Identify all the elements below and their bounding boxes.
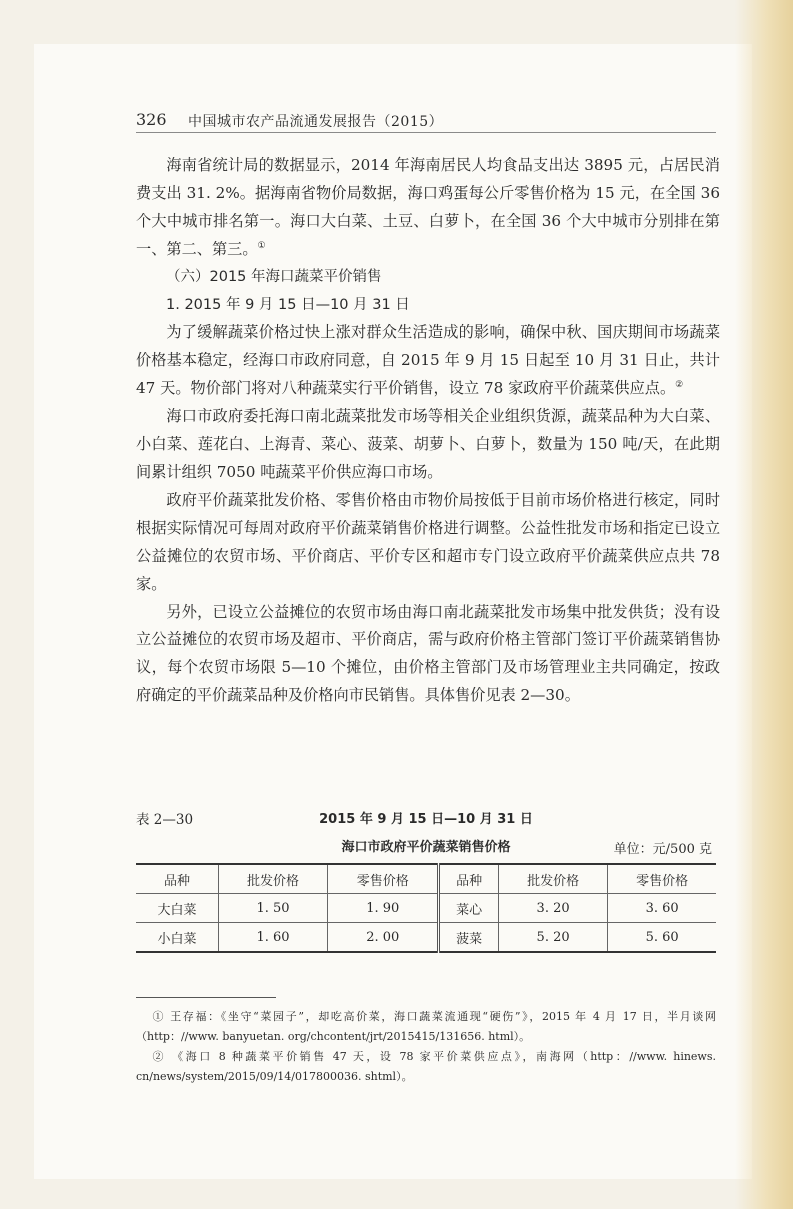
paragraph: 为了缓解蔬菜价格过快上涨对群众生活造成的影响，确保中秋、国庆期间市场蔬菜价格基本稳定，经海口市政府同意，自 2015 年 9 月 15 日起至 10 月 31 日止，共计 47 天。物价部门将对八种蔬菜实行平价销售，设立 78 家政府平价蔬菜供应点。②	[136, 323, 720, 398]
table-cell: 小白菜	[136, 923, 218, 953]
column-header: 零售价格	[328, 864, 439, 894]
table-number: 表 2—30	[136, 812, 194, 828]
table-cell: 1. 50	[218, 894, 327, 923]
subsection-heading: 1. 2015 年 9 月 15 日—10 月 31 日	[166, 296, 410, 313]
table-cell: 大白菜	[136, 894, 218, 923]
paragraph: 海口市政府委托海口南北蔬菜批发市场等相关企业组织货源，蔬菜品种为大白菜、小白菜、莲花白、上海青、菜心、菠菜、胡萝卜、白萝卜，数量为 150 吨/天，在此期间累计组织 7050 吨蔬菜平价供应海口市场。	[136, 407, 720, 481]
table-cell: 2. 00	[328, 923, 439, 953]
table-cell: 3. 20	[498, 894, 607, 923]
table-cell: 1. 60	[218, 923, 327, 953]
column-header: 批发价格	[498, 864, 607, 894]
footnotes	[136, 1007, 716, 1087]
column-header: 批发价格	[218, 864, 327, 894]
page-number: 326	[136, 110, 167, 129]
table-unit: 单位：元/500 克	[613, 842, 712, 857]
footnote-1: ① 王存福：《坐守“菜园子”，却吃高价菜，海口蔬菜流通现“硬伤”》，2015 年 4 月 17 日，半月谈网（http：//www. banyuetan. org/chcontent/jrt/2015415/131656. html）。	[136, 1010, 716, 1043]
table-header-row	[136, 864, 716, 894]
footnote-ref[interactable]: ①	[257, 240, 266, 251]
table-cell: 菜心	[439, 894, 499, 923]
table-row	[136, 923, 716, 953]
page-binding-shadow	[735, 0, 793, 1209]
paragraph: 海南省统计局的数据显示，2014 年海南居民人均食品支出达 3895 元，占居民消费支出 31. 2%。据海南省物价局数据，海口鸡蛋每公斤零售价格为 15 元，在全国 36 个大中城市排名第一。海口大白菜、土豆、白萝卜，在全国 36 个大中城市分别排在第一、第二、第三。①	[136, 156, 720, 258]
body-text	[136, 152, 720, 710]
running-title: 中国城市农产品流通发展报告（2015）	[188, 114, 444, 130]
table-title-date: 2015 年 9 月 15 日—10 月 31 日	[319, 812, 533, 827]
footnote-ref[interactable]: ②	[675, 380, 684, 391]
section-heading: （六）2015 年海口蔬菜平价销售	[166, 268, 382, 285]
column-header: 零售价格	[608, 864, 716, 894]
table-row	[136, 894, 716, 923]
table-cell: 5. 60	[645, 929, 679, 945]
column-header: 品种	[136, 864, 218, 894]
table-cell: 菠菜	[439, 923, 499, 953]
price-table	[136, 863, 716, 953]
table-cell: 1. 90	[328, 894, 439, 923]
footnote-divider	[136, 997, 276, 998]
table-cell: 3. 60	[608, 894, 716, 923]
column-header: 品种	[439, 864, 499, 894]
table-cell: 5. 20	[498, 923, 607, 953]
page-header	[136, 108, 716, 133]
footnote-2: ② 《海口 8 种蔬菜平价销售 47 天，设 78 家平价菜供应点》，南海网（http：//www. hinews. cn/news/system/2015/09/14/017800036. shtml）。	[136, 1050, 716, 1083]
paragraph: 政府平价蔬菜批发价格、零售价格由市物价局按低于目前市场价格进行核定，同时根据实际情况可每周对政府平价蔬菜销售价格进行调整。公益性批发市场和指定已设立公益摊位的农贸市场、平价商店、平价专区和超市专门设立政府平价蔬菜供应点共 78 家。	[136, 490, 720, 593]
paragraph: 另外，已设立公益摊位的农贸市场由海口南北蔬菜批发市场集中批发供货；没有设立公益摊位的农贸市场及超市、平价商店，需与政府价格主管部门签订平价蔬菜销售协议，每个农贸市场限 5—10 个摊位，由价格主管部门及市场管理业主共同确定，按政府确定的平价蔬菜品种及价格向市民销售。具体售价见表 2—30。	[136, 602, 720, 705]
table-title: 海口市政府平价蔬菜销售价格	[341, 840, 511, 855]
